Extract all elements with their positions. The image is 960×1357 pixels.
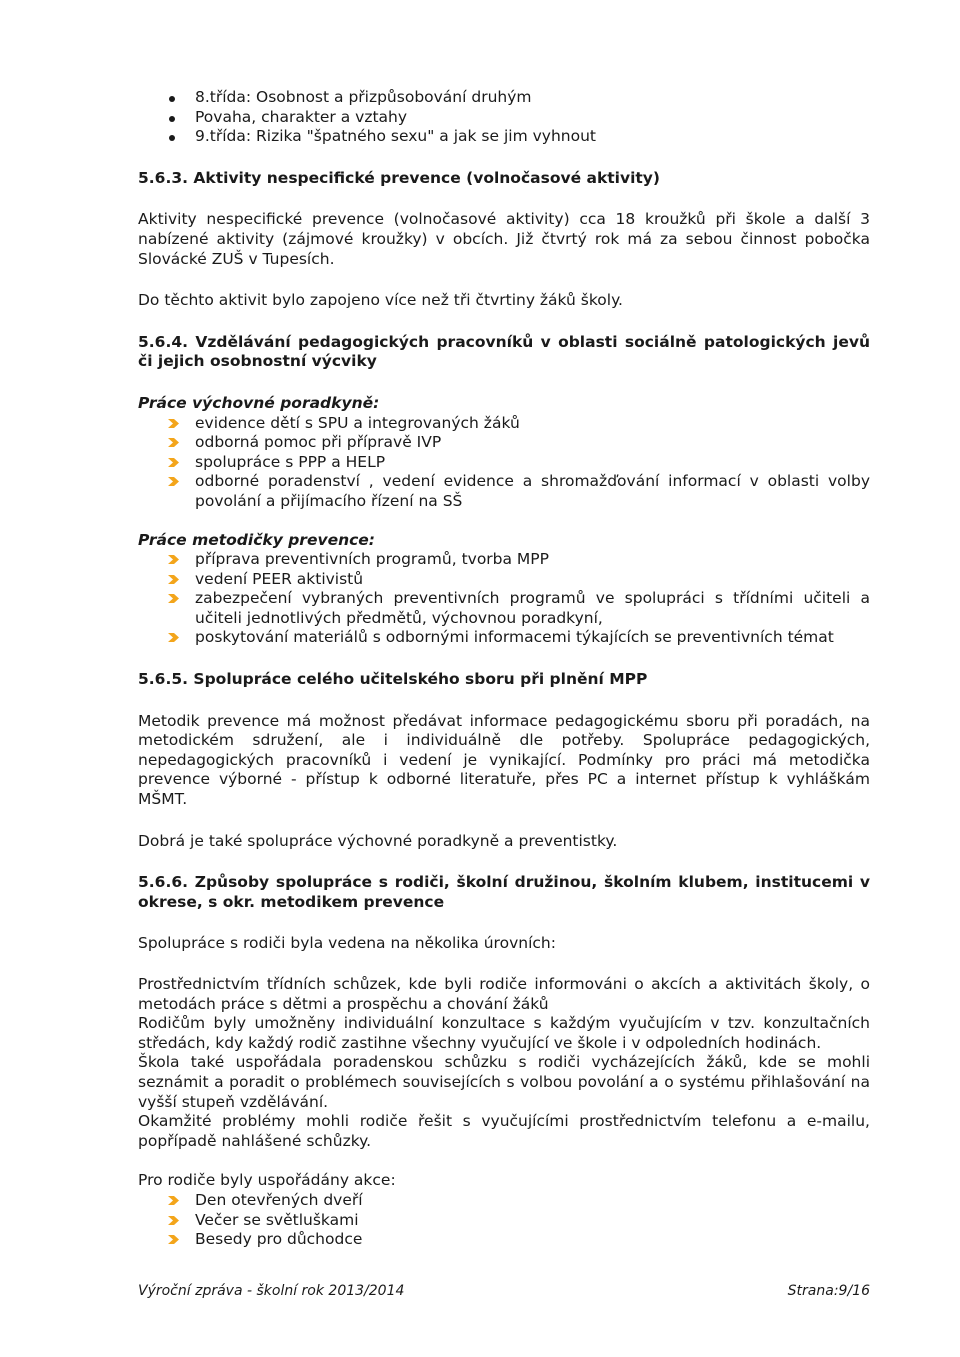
- page-footer: [138, 1283, 870, 1299]
- bullet-dot-icon: [169, 135, 175, 141]
- list-item: zabezpečení vybraných preventivních programů ve spolupráci s třídními učiteli a učiteli jednotlivých předmětů, výchovnou poradkyní,: [138, 589, 870, 628]
- list-item: 9.třída: Rizika "špatného sexu" a jak se jim vyhnout: [138, 127, 870, 147]
- document-page: [138, 88, 870, 1250]
- section-heading-565: 5.6.5. Spolupráce celého učitelského sboru při plnění MPP: [138, 670, 648, 689]
- section-heading-563: 5.6.3. Aktivity nespecifické prevence (volnočasové aktivity): [138, 168, 660, 187]
- arrow-bullet-icon: [168, 1234, 179, 1245]
- paragraph-group: [138, 975, 870, 1151]
- arrow-bullet-icon: [168, 1215, 179, 1226]
- arrow-bullet-icon: [168, 554, 179, 565]
- subheading-metodicka: Práce metodičky prevence:: [138, 530, 376, 549]
- list-item: spolupráce s PPP a HELP: [138, 453, 870, 473]
- metodicka-list: [138, 550, 870, 648]
- paragraph: Prostřednictvím třídních schůzek, kde byli rodiče informováni o akcích a aktivitách školy, o metodách práce s dětmi a prospěchu a chování žáků: [138, 975, 870, 1013]
- page-number: Strana:9/16: [787, 1283, 870, 1299]
- paragraph: Metodik prevence má možnost předávat informace pedagogickému sboru při poradách, na metodickém sdružení, ale i individuálně dle potřeby. Spolupráce pedagogických, nepedagogických pracovníků i vedení je vynikající. Podmínky pro práci má metodička prevence výborné - přístup k odborné literatuře, přes PC a internet přístup k vyhláškám MŠMT.: [138, 711, 870, 809]
- list-item: Večer se světluškami: [138, 1211, 870, 1231]
- arrow-bullet-icon: [168, 476, 179, 487]
- list-item: vedení PEER aktivistů: [138, 570, 870, 590]
- arrow-bullet-icon: [168, 418, 179, 429]
- list-item: Den otevřených dveří: [138, 1191, 870, 1211]
- paragraph: Aktivity nespecifické prevence (volnočasové aktivity) cca 18 kroužků při škole a další 3 nabízené aktivity (zájmové kroužky) v obcích. Již čtvrtý rok má za sebou činnost pobočka Slovácké ZUŠ v Tupesích.: [138, 210, 870, 268]
- top-bullet-list: [138, 88, 870, 147]
- paragraph: Škola také uspořádala poradenskou schůzku s rodiči vycházejících žáků, kde se mohli seznámit a poradit o problémech souvisejících s volbou povolání a o systému přihlašování na vyšší stupeň vzdělávání.: [138, 1053, 870, 1111]
- bullet-dot-icon: [169, 96, 175, 102]
- list-item: Povaha, charakter a vztahy: [138, 108, 870, 128]
- list-item: odborná pomoc při přípravě IVP: [138, 433, 870, 453]
- list-item: Besedy pro důchodce: [138, 1230, 870, 1250]
- footer-title: Výroční zpráva - školní rok 2013/2014: [138, 1283, 405, 1299]
- arrow-bullet-icon: [168, 437, 179, 448]
- subheading-poradkyne: Práce výchovné poradkyně:: [138, 393, 380, 412]
- poradkyne-list: [138, 414, 870, 512]
- list-item: evidence dětí s SPU a integrovaných žáků: [138, 414, 870, 434]
- bullet-dot-icon: [169, 116, 175, 122]
- paragraph: Okamžité problémy mohli rodiče řešit s vyučujícími prostřednictvím telefonu a e-mailu, popřípadě nahlášené schůzky.: [138, 1112, 870, 1150]
- arrow-bullet-icon: [168, 574, 179, 585]
- section-heading-564: 5.6.4. Vzdělávání pedagogických pracovníků v oblasti sociálně patologických jevů či jejich osobnostní výcviky: [138, 332, 870, 371]
- arrow-bullet-icon: [168, 593, 179, 604]
- paragraph: Rodičům byly umožněny individuální konzultace s každým vyučujícím v tzv. konzultačních středách, kdy každý rodič zastihne všechny vyučující ve škole i v odpoledních hodinách.: [138, 1014, 870, 1052]
- paragraph: Spolupráce s rodiči byla vedena na několika úrovních:: [138, 934, 556, 953]
- paragraph: Do těchto aktivit bylo zapojeno více než tři čtvrtiny žáků školy.: [138, 291, 623, 310]
- paragraph: Dobrá je také spolupráce výchovné poradkyně a preventistky.: [138, 831, 618, 850]
- arrow-bullet-icon: [168, 457, 179, 468]
- list-item: příprava preventivních programů, tvorba MPP: [138, 550, 870, 570]
- paragraph: Pro rodiče byly uspořádány akce:: [138, 1171, 396, 1190]
- arrow-bullet-icon: [168, 1195, 179, 1206]
- list-item: odborné poradenství , vedení evidence a shromažďování informací v oblasti volby povolání a přijímacího řízení na SŠ: [138, 472, 870, 511]
- arrow-bullet-icon: [168, 632, 179, 643]
- list-item: 8.třída: Osobnost a přizpůsobování druhým: [138, 88, 870, 108]
- list-item: poskytování materiálů s odbornými informacemi týkajících se preventivních témat: [138, 628, 870, 648]
- section-heading-566: 5.6.6. Způsoby spolupráce s rodiči, školní družinou, školním klubem, institucemi v okrese, s okr. metodikem prevence: [138, 873, 870, 911]
- akce-list: [138, 1191, 870, 1250]
